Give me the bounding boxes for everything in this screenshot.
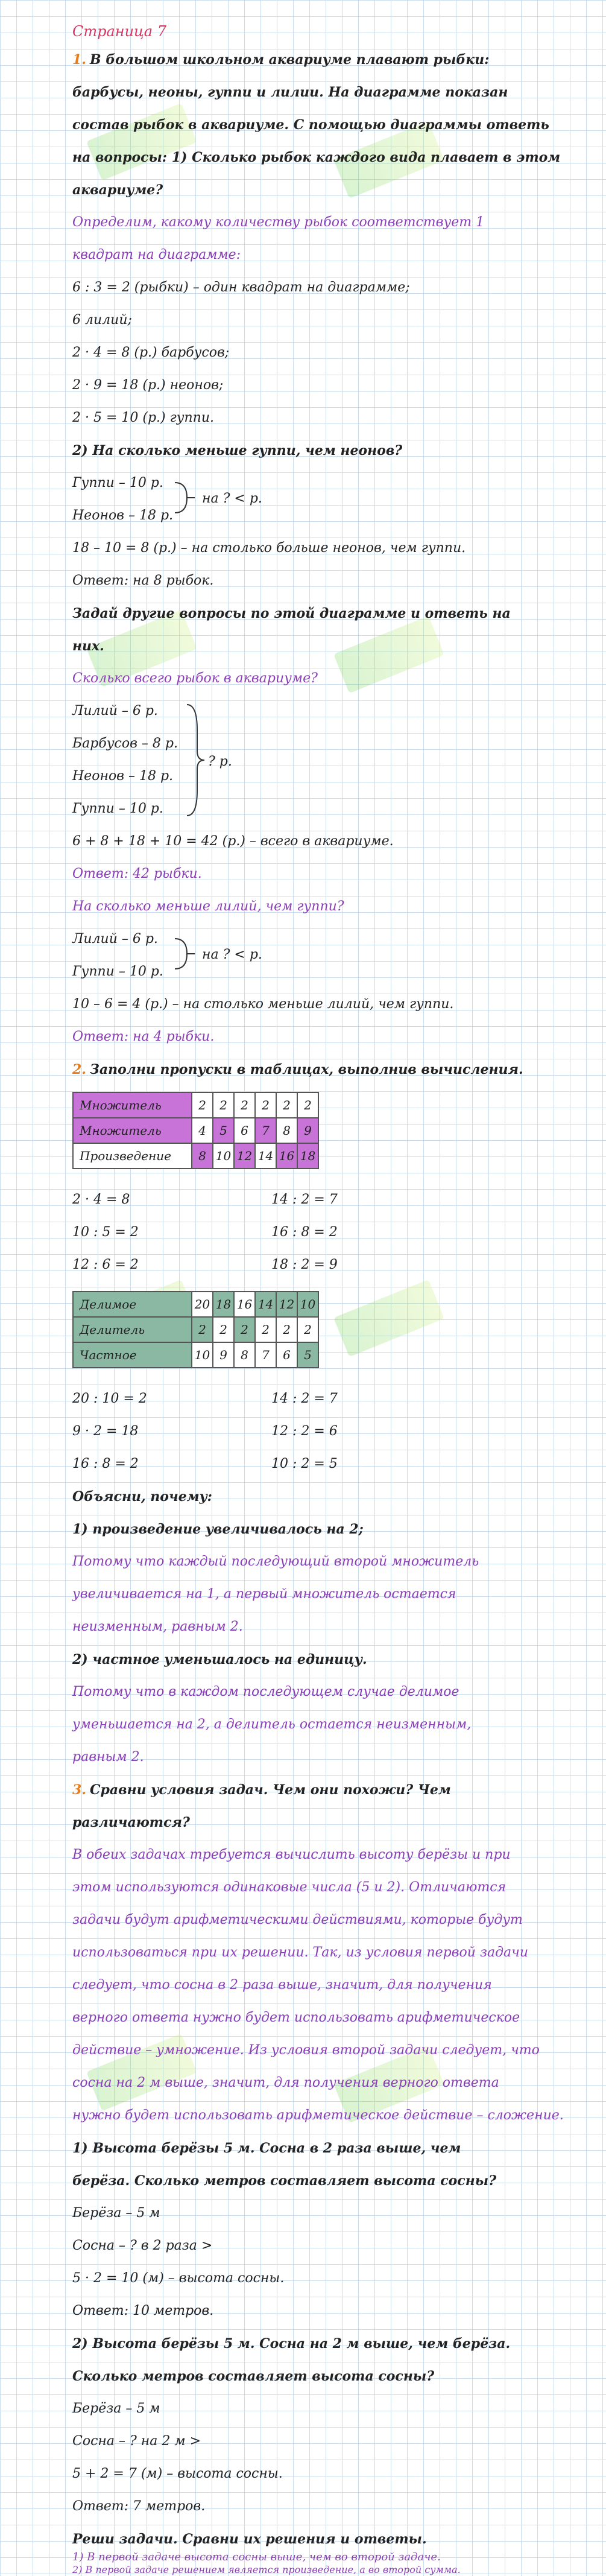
table-row [73, 1292, 318, 1317]
instruction: Объясни, почему: [72, 1489, 212, 1505]
table-row [73, 1093, 318, 1118]
scheme-note: на ? < р. [202, 491, 262, 506]
brace-icon [172, 477, 196, 519]
calc-line: 10 – 6 = 4 (р.) – на столько меньше лилий, чем гуппи. [72, 997, 454, 1012]
calc-line: 6 : 3 = 2 (рыбки) – один квадрат на диаграмме; [72, 280, 410, 295]
answer: Ответ: на 8 рыбок. [72, 573, 214, 588]
calc-line: 2 · 4 = 8 [72, 1192, 130, 1207]
explanation-line: сосна на 2 м выше, значит, для получения верного ответа [72, 2075, 499, 2090]
table-cell: 20 [192, 1292, 213, 1317]
problem-text: 2) Высота берёзы 5 м. Сосна на 2 м выше, чем берёза. [72, 2336, 511, 2352]
calc-line: 18 – 10 = 8 (р.) – на столько больше неонов, чем гуппи. [72, 541, 466, 556]
table-cell: 9 [213, 1342, 234, 1368]
table-row [73, 1143, 318, 1169]
task3-text: 3. Сравни условия задач. Чем они похожи? Чем [72, 1782, 451, 1798]
table-cell: 8 [234, 1342, 255, 1368]
table-cell: 2 [297, 1093, 318, 1118]
scheme-line: Лилий – 6 р. [72, 703, 158, 719]
table-cell: 16 [276, 1143, 297, 1169]
explanation-line: равным 2. [72, 1750, 144, 1765]
table-cell: 6 [276, 1342, 297, 1368]
table-cell: 2 [276, 1317, 297, 1342]
problem-text: 1) Высота берёзы 5 м. Сосна в 2 раза выше, чем [72, 2140, 461, 2156]
scheme-line: Сосна – ? в 2 раза > [72, 2238, 213, 2253]
calc-line: 2 · 4 = 8 (р.) барбусов; [72, 345, 230, 360]
question: 1) произведение увеличивалось на 2; [72, 1521, 364, 1537]
explanation-line: этом используются одинаковые числа (5 и 2). Отличаются [72, 1880, 507, 1895]
answer: Ответ: 10 метров. [72, 2303, 214, 2318]
table-cell: 2 [276, 1093, 297, 1118]
table-cell: 18 [213, 1292, 234, 1317]
table-cell: 2 [255, 1093, 276, 1118]
table-label: Делитель [73, 1317, 192, 1342]
question: На сколько меньше лилий, чем гуппи? [72, 899, 344, 914]
task1-text-line: 1. В большом школьном аквариуме плавают рыбки: [72, 52, 490, 68]
table-row [73, 1342, 318, 1368]
scheme-line: Неонов – 18 р. [72, 769, 174, 784]
table-division [72, 1291, 319, 1368]
scheme-line: Гуппи – 10 р. [72, 801, 163, 816]
table-cell: 4 [192, 1118, 213, 1143]
table-cell: 2 [192, 1317, 213, 1342]
instruction: них. [72, 638, 104, 654]
scheme-line: Лилий – 6 р. [72, 931, 158, 947]
table-cell: 2 [255, 1317, 276, 1342]
table-label: Множитель [73, 1118, 192, 1143]
table-cell: 5 [213, 1118, 234, 1143]
calc-line: 16 : 8 = 2 [271, 1225, 338, 1240]
table-cell: 7 [255, 1342, 276, 1368]
calc-line: 12 : 6 = 2 [72, 1257, 139, 1272]
calc-line: 6 + 8 + 18 + 10 = 42 (р.) – всего в аквариуме. [72, 834, 394, 849]
scheme-line: Барбусов – 8 р. [72, 736, 178, 751]
calc-line: 9 · 2 = 18 [72, 1424, 139, 1439]
task1-hint: квадрат на диаграмме: [72, 247, 241, 262]
question: 2) На сколько меньше гуппи, чем неонов? [72, 443, 403, 458]
page-title: Страница 7 [72, 23, 167, 40]
explanation-line: верного ответа нужно будет использовать арифметическое [72, 2010, 520, 2025]
explanation-line: увеличивается на 1, а первый множитель остается [72, 1587, 456, 1602]
table-cell: 5 [297, 1342, 318, 1368]
calc-line: 12 : 2 = 6 [271, 1424, 338, 1439]
calc-line: 16 : 8 = 2 [72, 1456, 139, 1471]
calc-line: 2 · 9 = 18 (р.) неонов; [72, 378, 224, 393]
calc-line: 10 : 5 = 2 [72, 1225, 139, 1240]
task1-text-line: аквариуме? [72, 182, 163, 198]
table-cell: 2 [234, 1317, 255, 1342]
watermark [333, 1280, 444, 1357]
scheme-line: Сосна – ? на 2 м > [72, 2434, 201, 2449]
brace-icon [184, 700, 208, 820]
task1-text-line: на вопросы: 1) Сколько рыбок каждого вида плавает в этом [72, 150, 561, 165]
explanation-line: нужно будет использовать арифметическое действие – сложение. [72, 2108, 564, 2123]
explanation-line: неизменным, равным 2. [72, 1619, 243, 1634]
calc-line: 18 : 2 = 9 [271, 1257, 338, 1272]
table-cell: 8 [192, 1143, 213, 1169]
calc-line: 20 : 10 = 2 [72, 1391, 147, 1406]
table-cell: 2 [213, 1093, 234, 1118]
instruction: Реши задачи. Сравни их решения и ответы. [72, 2531, 427, 2547]
table-cell: 2 [297, 1317, 318, 1342]
table-cell: 2 [192, 1093, 213, 1118]
explanation-line: Потому что каждый последующий второй множитель [72, 1554, 479, 1569]
table-multiplication [72, 1092, 319, 1169]
calc-line: 6 лилий; [72, 312, 132, 328]
task1-text-line: состав рыбок в аквариуме. С помощью диаграммы ответь [72, 117, 549, 133]
question: 2) частное уменьшалось на единицу. [72, 1652, 367, 1667]
calc-line: 5 · 2 = 10 (м) – высота сосны. [72, 2271, 285, 2286]
problem-text: берёза. Сколько метров составляет высота сосны? [72, 2173, 497, 2189]
comparison-line: 1) В первой задаче высота сосны выше, чем во второй задаче. [72, 2551, 441, 2563]
table-cell: 10 [297, 1292, 318, 1317]
instruction: Задай другие вопросы по этой диаграмме и ответь на [72, 606, 511, 621]
task2-text: 2. Заполни пропуски в таблицах, выполнив вычисления. [72, 1062, 523, 1077]
answer: Ответ: 42 рыбки. [72, 866, 202, 881]
table-cell: 8 [276, 1118, 297, 1143]
table-cell: 9 [297, 1118, 318, 1143]
scheme-line: Берёза – 5 м [72, 2401, 160, 2416]
table-label: Частное [73, 1342, 192, 1368]
question: Сколько всего рыбок в аквариуме? [72, 671, 318, 686]
table-label: Делимое [73, 1292, 192, 1317]
explanation-line: следует, что сосна в 2 раза выше, значит, для получения [72, 1978, 492, 1993]
problem-text: Сколько метров составляет высота сосны? [72, 2368, 435, 2384]
table-cell: 10 [213, 1143, 234, 1169]
table-label: Множитель [73, 1093, 192, 1118]
task1-hint: Определим, какому количеству рыбок соответствует 1 [72, 215, 485, 230]
watermark [86, 103, 197, 181]
calc-line: 2 · 5 = 10 (р.) гуппи. [72, 410, 214, 425]
calc-line: 14 : 2 = 7 [271, 1192, 338, 1207]
scheme-line: Гуппи – 10 р. [72, 964, 163, 979]
table-cell: 14 [255, 1292, 276, 1317]
scheme-note: ? р. [208, 754, 232, 769]
table-cell: 10 [192, 1342, 213, 1368]
table-cell: 14 [255, 1143, 276, 1169]
explanation-line: задачи будут арифметическими действиями, которые будут [72, 1912, 523, 1927]
table-cell: 16 [234, 1292, 255, 1317]
scheme-line: Неонов – 18 р. [72, 508, 174, 523]
table-cell: 2 [234, 1093, 255, 1118]
table-cell: 2 [213, 1317, 234, 1342]
comparison-line: 2) В первой задаче решением является произведение, а во второй сумма. [72, 2564, 461, 2575]
scheme-note: на ? < р. [202, 947, 262, 962]
task3-text: различаются? [72, 1815, 190, 1830]
table-row [73, 1317, 318, 1342]
table-label: Произведение [73, 1143, 192, 1169]
task1-text-line: барбусы, неоны, гуппи и лилии. На диаграмме показан [72, 84, 508, 100]
calc-line: 14 : 2 = 7 [271, 1391, 338, 1406]
table-cell: 7 [255, 1118, 276, 1143]
explanation-line: Потому что в каждом последующем случае делимое [72, 1684, 459, 1699]
answer: Ответ: на 4 рыбки. [72, 1029, 215, 1044]
brace-icon [172, 933, 196, 975]
scheme-line: Гуппи – 10 р. [72, 475, 163, 490]
calc-line: 10 : 2 = 5 [271, 1456, 338, 1471]
explanation-line: использоваться при их решении. Так, из условия первой задачи [72, 1945, 528, 1960]
table-row [73, 1118, 318, 1143]
scheme-line: Берёза – 5 м [72, 2206, 160, 2221]
explanation-line: уменьшается на 2, а делитель остается неизменным, [72, 1717, 472, 1732]
table-cell: 12 [234, 1143, 255, 1169]
answer: Ответ: 7 метров. [72, 2499, 206, 2514]
explanation-line: действие – умножение. Из условия второй задачи следует, что [72, 2043, 540, 2058]
table-cell: 6 [234, 1118, 255, 1143]
explanation-line: В обеих задачах требуется вычислить высоту берёзы и при [72, 1847, 511, 1862]
table-cell: 18 [297, 1143, 318, 1169]
calc-line: 5 + 2 = 7 (м) – высота сосны. [72, 2466, 283, 2481]
table-cell: 12 [276, 1292, 297, 1317]
